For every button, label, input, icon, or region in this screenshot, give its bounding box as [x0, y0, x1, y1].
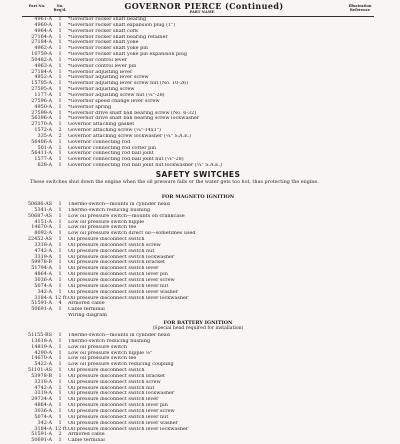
part-number: 29734-A [31, 396, 52, 403]
part-name: *Governor adjusting lever screw nut (No. 10-26) [68, 81, 189, 87]
part-name: Oil pressure disconnect switch lever pin [68, 272, 168, 278]
part-number: 14819-A [31, 343, 52, 350]
quantity: 1 [58, 253, 62, 260]
quantity: 1 [58, 276, 62, 283]
quantity: 1 [58, 150, 62, 157]
part-number: 1577-A [34, 156, 52, 163]
part-name: *Governor control lever pin [68, 63, 137, 69]
part-name: *Governor control lever [68, 57, 127, 63]
quantity: 1 [58, 306, 62, 313]
quantity: 1 [58, 343, 62, 350]
part-number: 4742-A [34, 384, 52, 391]
part-name: Oil pressure disconnect switch screw [68, 242, 161, 248]
part-name: Armored cable [68, 301, 105, 307]
magneto-parts-list [22, 202, 382, 319]
part-name: Oil pressure disconnect switch lockwasher [68, 254, 175, 260]
quantity: 1 [58, 332, 62, 338]
column-header-no-req: No. Req'd. [53, 4, 67, 13]
part-number: 50687-AS [27, 212, 52, 219]
quantity: 1 [58, 337, 62, 344]
part-number: 628-A [37, 162, 52, 169]
quantity: 1 [58, 384, 62, 391]
part-number: 27596-A [31, 97, 52, 104]
part-name: Thermo-switch reducing bushing [68, 338, 150, 344]
part-name: Oil pressure disconnect switch bracket [68, 373, 165, 379]
part-number: 4961-A [34, 16, 52, 22]
quantity: 1 [58, 437, 62, 444]
part-number: 27170-A [31, 121, 52, 128]
part-number: 22452-AS [27, 236, 52, 243]
part-name: Oil pressure disconnect switch lever washer [68, 289, 179, 295]
quantity: 1 [58, 109, 62, 116]
part-name: Low oil pressure switch tee [68, 225, 137, 231]
part-number: 27164-A [31, 33, 52, 40]
parts-row [22, 313, 382, 319]
part-number: 3319-A [34, 253, 52, 260]
part-name: *Governor rocker shaft cork [68, 28, 138, 34]
battery-section-note: (Special head required for installation) [152, 326, 244, 331]
part-number: 4963-A [34, 62, 52, 69]
part-name: Low oil pressure switch—mounts on crankcase [68, 213, 185, 219]
quantity: 1 [58, 396, 62, 403]
part-name: *Governor adjusting screw nut (¼"-28) [68, 92, 165, 98]
part-number: 5074-A [34, 413, 52, 420]
part-name: Oil pressure disconnect switch lever [68, 266, 159, 272]
part-name: Cable terminal [68, 438, 105, 444]
part-number: 4864-A [34, 271, 52, 278]
part-name: Low oil pressure switch nipple ⅛" [68, 350, 153, 356]
part-name: Oil pressure disconnect switch nut [68, 385, 155, 391]
quantity: 1 [58, 288, 62, 295]
part-name: Cable terminal [68, 307, 105, 313]
quantity: 4 [58, 300, 62, 307]
part-name: Governor connecting rod [68, 139, 131, 145]
quantity: 2 [58, 127, 62, 134]
part-name: Governor connecting rod cotter pin [68, 145, 157, 151]
part-number: 4950-A [34, 103, 52, 110]
part-name: Oil pressure disconnect switch lever screw [68, 408, 175, 414]
part-name: Governor connecting rod ball joint nut lockwasher (¼" S.A.E.) [68, 163, 223, 169]
part-number: 3184-A [34, 425, 52, 432]
part-name: *Governor drive shaft ball bearing screw (No. 6-32) [68, 110, 197, 116]
quantity: 1 [58, 68, 62, 75]
quantity: 1 [58, 86, 62, 93]
part-name: Low oil pressure switch tee [68, 356, 137, 362]
part-name: Oil pressure disconnect switch screw [68, 379, 161, 385]
quantity: 1 [58, 402, 62, 409]
part-number: 3036-A [34, 276, 52, 283]
part-name: *Governor rocker shaft yoke [68, 40, 139, 46]
part-name: Thermo-switch—mounts in cylinder head [68, 333, 170, 338]
part-number: 3319-A [34, 390, 52, 397]
quantity: 1 [58, 39, 62, 46]
part-name: Oil pressure disconnect switch bracket [68, 260, 165, 266]
part-number: 51101-AS [27, 367, 52, 374]
part-name: Oil pressure disconnect switch lever lockwasher [68, 295, 189, 301]
part-name: Oil pressure disconnect switch nut [68, 248, 155, 254]
quantity: 1 [58, 201, 62, 207]
parts-row [22, 163, 382, 169]
part-number: 10759-A [31, 51, 52, 58]
quantity: 1 [58, 121, 62, 128]
part-name: *Governor rocker shaft expansion plug (1") [68, 22, 176, 28]
quantity: 1 [58, 162, 62, 169]
quantity: 1 [58, 144, 62, 151]
part-number: 3184-A [34, 294, 52, 301]
part-number: 27599-A [31, 109, 52, 116]
quantity: 1 [58, 271, 62, 278]
part-name: *Governor spring [68, 104, 112, 110]
quantity: 1 [58, 62, 62, 69]
part-number: 27184-A [31, 68, 52, 75]
quantity: 1 [58, 241, 62, 248]
quantity: 1 [58, 91, 62, 98]
part-number: 50691-A [31, 437, 52, 444]
part-name: Thermo-switch reducing bushing [68, 207, 150, 213]
quantity: 12 ft. [55, 425, 69, 432]
page-title: GOVERNOR PIERCE (Continued) [124, 1, 284, 11]
quantity: 1 [58, 367, 62, 374]
part-number: 14670-A [31, 224, 52, 231]
part-number: 51794-A [31, 265, 52, 272]
part-name: Oil pressure disconnect switch [68, 237, 145, 243]
quantity: 1 [58, 265, 62, 272]
battery-section-title: FOR BATTERY IGNITION [163, 320, 233, 326]
quantity: 1 [58, 349, 62, 356]
part-name: Governor attaching screw lockwasher (¼" S.A.E.) [68, 133, 192, 139]
part-number: 335-A [37, 132, 52, 139]
quantity: 1 [58, 16, 62, 22]
magneto-section-title: FOR MAGNETO IGNITION [161, 194, 235, 200]
part-name: *Governor speed change lever screw [68, 98, 160, 104]
quantity: 1 [58, 218, 62, 225]
quantity: 1 [58, 212, 62, 219]
part-name: Governor attaching gasket [68, 122, 135, 128]
quantity: 1 [58, 97, 62, 104]
part-name: *Governor adjusting lever [68, 69, 133, 75]
part-number: 50686-AS [27, 201, 52, 207]
part-number: 501-A [37, 144, 52, 151]
part-name: *Governor adjusting lever screw [68, 75, 149, 81]
part-number: 3318-A [34, 378, 52, 385]
quantity: 1 [58, 156, 62, 163]
quantity: 1 [58, 103, 62, 110]
part-name: *Governor adjusting screw [68, 87, 135, 93]
part-name: Thermo-switch—mounts in cylinder head [68, 202, 170, 207]
quantity: 1 [58, 80, 62, 87]
quantity: 1 [58, 413, 62, 420]
part-name: Governor connecting rod ball joint [68, 151, 154, 157]
part-number: 4151-A [34, 218, 52, 225]
part-number: 5074-A [34, 282, 52, 289]
part-number: 5422-A [34, 361, 52, 368]
part-name: Oil pressure disconnect switch lever lockwasher [68, 426, 189, 432]
part-number: 4952-A [34, 74, 52, 81]
quantity: 1 [58, 247, 62, 254]
quantity: 1 [58, 419, 62, 426]
column-header-illustration-ref: Illustration Reference [348, 4, 372, 13]
part-number: 13618-A [31, 337, 52, 344]
catalog-page [22, 0, 386, 444]
part-name: Oil pressure disconnect switch lockwasher [68, 391, 175, 397]
part-name: Oil pressure disconnect switch lever pin [68, 403, 168, 409]
quantity: 1 [58, 259, 62, 266]
part-name: Oil pressure disconnect switch [68, 368, 145, 374]
part-name: *Governor rocker shaft yoke pin [68, 46, 148, 52]
part-number: 3318-A [34, 241, 52, 248]
quantity: 1 [58, 282, 62, 289]
quantity: 1 [58, 230, 62, 237]
part-name: *Governor rocker shaft bearing retainer [68, 34, 168, 40]
part-number: 56411-A [31, 150, 52, 157]
part-number: 4964-A [34, 27, 52, 34]
quantity: 2 [58, 132, 62, 139]
column-header-part-no: Part No. [28, 4, 46, 8]
quantity: 1 [58, 236, 62, 243]
part-number: 53978-B [31, 372, 52, 379]
part-name: Oil pressure disconnect switch lever washer [68, 420, 179, 426]
part-number: 50482-A [31, 56, 52, 63]
part-name: Oil pressure disconnect switch lever nut [68, 414, 169, 420]
safety-switches-title: SAFETY SWITCHES [155, 170, 241, 179]
quantity: 1 [58, 138, 62, 145]
part-number: 4864-A [34, 402, 52, 409]
part-number: 4742-A [34, 247, 52, 254]
part-number: 8092-A [34, 230, 52, 237]
part-number: 14670-A [31, 355, 52, 362]
part-name: *Governor rocker shaft yoke pin expansion plug [68, 52, 188, 58]
part-number: 59978-B [31, 259, 52, 266]
quantity: 1 [58, 355, 62, 362]
part-number: 342-A [37, 419, 52, 426]
part-number: 56406-A [31, 138, 52, 145]
part-number: 27595-A [31, 86, 52, 93]
safety-intro: These switches shut down the engine when the oil pressure falls or the water gets too hot, thus protecting the engine. [30, 180, 319, 185]
part-number: 4960-A [34, 21, 52, 28]
part-number: 15705-A [31, 80, 52, 87]
part-name: Oil pressure disconnect switch lever [68, 397, 159, 403]
quantity: 1 [58, 56, 62, 63]
quantity: 1 [58, 33, 62, 40]
quantity: 1 [58, 206, 62, 213]
quantity: 2 [58, 431, 62, 438]
part-name: *Governor drive shaft ball bearing screw lockwasher [68, 116, 200, 122]
part-name: Governor connecting rod ball joint nut (¼"-28) [68, 157, 184, 163]
parts-row [22, 438, 382, 444]
quantity: 1 [58, 224, 62, 231]
quantity: 1 [58, 372, 62, 379]
part-name: Low oil pressure switch nipple [68, 219, 144, 225]
part-name: Governor attaching screw (¼"-14x1") [68, 128, 161, 134]
quantity: 1 [58, 378, 62, 385]
part-number: 5341-A [34, 206, 52, 213]
quantity: 1 [58, 45, 62, 52]
part-name: Low oil pressure switch direct oil—sometimes used [68, 231, 196, 237]
quantity: 12 ft. [55, 294, 69, 301]
part-number: 51591-A [31, 431, 52, 438]
part-number: 56396-A [31, 115, 52, 122]
part-name: Armored cable [68, 432, 105, 438]
part-number: 4962-A [34, 45, 52, 52]
part-number: 51155-BS [27, 332, 52, 338]
quantity: 1 [58, 361, 62, 368]
part-name: *Governor rocker shaft bearing [68, 17, 147, 22]
quantity: 1 [58, 74, 62, 81]
part-name: Oil pressure disconnect switch lever nut [68, 283, 169, 289]
quantity: 1 [58, 407, 62, 414]
column-header-part-name: PART NAME [189, 10, 215, 14]
part-number: 3036-A [34, 407, 52, 414]
part-number: 342-A [37, 288, 52, 295]
part-number: 50691-A [31, 306, 52, 313]
part-name: Low oil pressure switch reducing coupling [68, 362, 174, 368]
quantity: 1 [58, 51, 62, 58]
part-name: Low oil pressure switch [68, 344, 127, 350]
quantity: 1 [58, 115, 62, 122]
part-number: 1572-A [34, 127, 52, 134]
battery-parts-list [22, 333, 382, 444]
part-number: 51591-A [31, 300, 52, 307]
quantity: 1 [58, 390, 62, 397]
part-name: Oil pressure disconnect switch lever screw [68, 277, 175, 283]
quantity: 1 [58, 21, 62, 28]
part-name: Wiring diagram [68, 313, 107, 319]
part-number: 1177-A [34, 91, 52, 98]
quantity: 1 [58, 27, 62, 34]
part-number: 4290-A [34, 349, 52, 356]
governor-parts-list [22, 17, 382, 169]
part-number: 27184-A [31, 39, 52, 46]
